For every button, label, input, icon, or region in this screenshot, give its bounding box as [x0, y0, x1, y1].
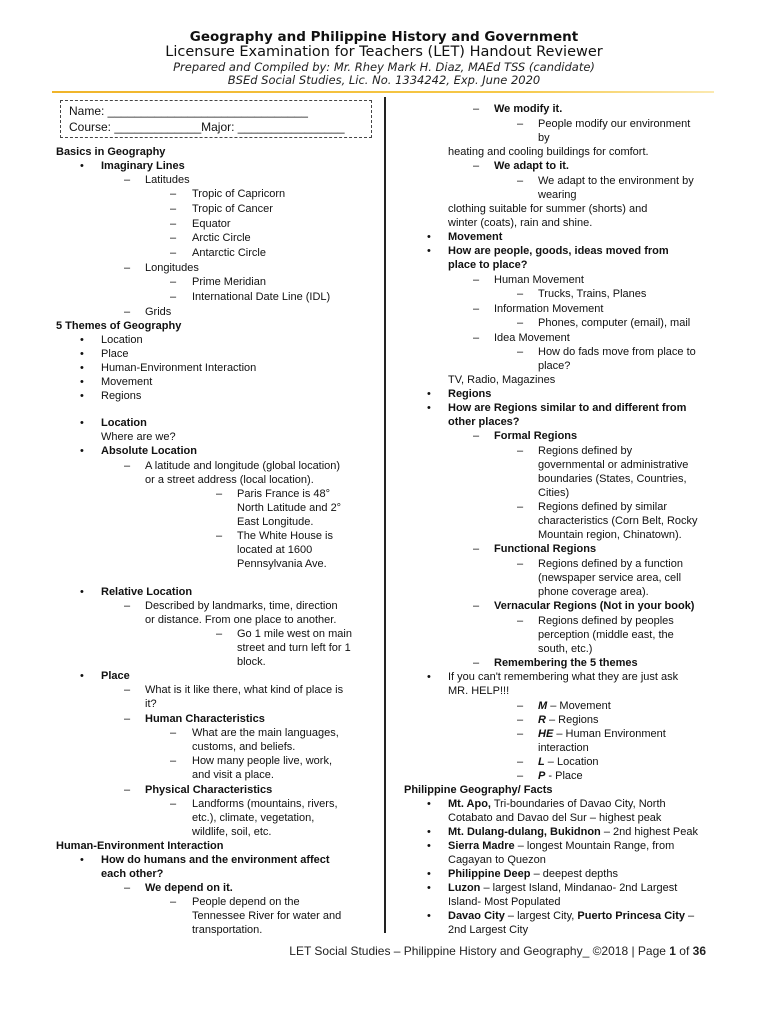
dash-icon: –	[473, 103, 480, 115]
remembering-themes: Remembering the 5 themes	[494, 657, 638, 669]
dash-icon: –	[124, 713, 131, 725]
tv-radio: TV, Radio, Magazines	[448, 374, 556, 386]
pc-3: wildlife, soil, etc.	[192, 826, 272, 838]
dash-icon: –	[517, 615, 524, 627]
we-adapt: We adapt to it.	[494, 160, 569, 172]
compiled-by: Prepared and Compiled by: Mr. Rhey Mark H. Diaz, MAEd TSS (candidate)	[173, 60, 595, 74]
fact-sierra: Sierra Madre – longest Mountain Range, from	[448, 840, 675, 852]
paris-1: Paris France is 48°	[237, 488, 331, 500]
hc-4: and visit a place.	[192, 769, 274, 781]
fact-apo-2: Cotabato and Davao del Sur – highest peak	[448, 812, 662, 824]
regions-heading: Regions	[448, 388, 492, 400]
formal-7: Mountain region, Chinatown).	[538, 529, 682, 541]
formal-2: governmental or administrative	[538, 459, 689, 471]
functional-1: Regions defined by a function	[538, 558, 683, 570]
formal-3: boundaries (States, Countries,	[538, 473, 687, 485]
formal-4: Cities)	[538, 487, 570, 499]
dash-icon: –	[124, 174, 131, 186]
dash-icon: –	[216, 628, 223, 640]
dash-icon: –	[124, 882, 131, 894]
where-are-we: Where are we?	[101, 431, 176, 443]
dash-icon: –	[517, 317, 524, 329]
dash-icon: –	[473, 657, 480, 669]
grids: Grids	[145, 306, 172, 318]
mnemonic-he-2: interaction	[538, 742, 589, 754]
bullet-icon: •	[427, 868, 431, 880]
name-box	[60, 100, 372, 138]
functional-2: (newspaper service area, cell	[538, 572, 682, 584]
modify-2: by	[538, 132, 550, 144]
bullet-icon: •	[427, 840, 431, 852]
license-line: BSEd Social Studies, Lic. No. 1334242, Exp. June 2020	[227, 73, 541, 87]
regions-question-2: other places?	[448, 416, 520, 428]
dash-icon: –	[170, 798, 177, 810]
tropic-capricorn: Tropic of Capricorn	[192, 188, 286, 200]
relative-desc-2: or distance. From one place to another.	[145, 614, 337, 626]
bullet-icon: •	[80, 445, 84, 457]
bullet-icon: •	[80, 362, 84, 374]
bullet-icon: •	[80, 160, 84, 172]
theme-location: Location	[101, 334, 143, 346]
header-rule	[52, 91, 714, 93]
vernacular-2: perception (middle east, the	[538, 629, 674, 641]
regions-question-1: How are Regions similar to and different from	[448, 402, 687, 414]
dash-icon: –	[170, 896, 177, 908]
dash-icon: –	[517, 288, 524, 300]
human-movement: Human Movement	[494, 274, 584, 286]
fads-1: How do fads move from place to	[538, 346, 696, 358]
modify-1: People modify our environment	[538, 118, 691, 130]
dash-icon: –	[473, 600, 480, 612]
theme-place: Place	[101, 348, 129, 360]
remember-1: If you can't remembering what they are just ask	[448, 671, 679, 683]
formal-6: characteristics (Corn Belt, Rocky	[538, 515, 698, 527]
functional-3: phone coverage area).	[538, 586, 649, 598]
bullet-icon: •	[427, 798, 431, 810]
bullet-icon: •	[80, 348, 84, 360]
absolute-desc-1: A latitude and longitude (global location)	[145, 460, 341, 472]
prime-meridian: Prime Meridian	[192, 276, 266, 288]
place-heading: Place	[101, 670, 130, 682]
dash-icon: –	[124, 684, 131, 696]
dash-icon: –	[517, 501, 524, 513]
fact-davao-2: 2nd Largest City	[448, 924, 529, 936]
dash-icon: –	[517, 346, 524, 358]
location-heading: Location	[101, 417, 147, 429]
theme-regions: Regions	[101, 390, 142, 402]
heading-basics: Basics in Geography	[56, 146, 166, 158]
functional-regions: Functional Regions	[494, 543, 597, 555]
fact-deep: Philippine Deep – deepest depths	[448, 868, 618, 880]
human-characteristics: Human Characteristics	[145, 713, 265, 725]
adapt-1: We adapt to the environment by	[538, 175, 694, 187]
dash-icon: –	[170, 291, 177, 303]
dash-icon: –	[517, 118, 524, 130]
longitudes: Longitudes	[145, 262, 199, 274]
bullet-icon: •	[427, 231, 431, 243]
depend-3: transportation.	[192, 924, 263, 936]
trucks: Trucks, Trains, Planes	[538, 288, 647, 300]
mnemonic-m: M – Movement	[538, 700, 611, 712]
bullet-icon: •	[427, 671, 431, 683]
bullet-icon: •	[80, 390, 84, 402]
bullet-icon: •	[80, 417, 84, 429]
bullet-icon: •	[427, 910, 431, 922]
arctic-circle: Arctic Circle	[192, 232, 251, 244]
dash-icon: –	[517, 558, 524, 570]
dash-icon: –	[170, 755, 177, 767]
dash-icon: –	[170, 232, 177, 244]
relative-desc-1: Described by landmarks, time, direction	[145, 600, 338, 612]
dash-icon: –	[124, 784, 131, 796]
phones: Phones, computer (email), mail	[538, 317, 691, 329]
idl: International Date Line (IDL)	[192, 291, 331, 303]
hc-3: How many people live, work,	[192, 755, 333, 767]
document-subtitle: Licensure Examination for Teachers (LET) Handout Reviewer	[165, 44, 603, 60]
bullet-icon: •	[427, 402, 431, 414]
fact-luzon-2: Island- Most Populated	[448, 896, 561, 908]
dash-icon: –	[517, 770, 524, 782]
bullet-icon: •	[80, 586, 84, 598]
absolute-desc-2: or a street address (local location).	[145, 474, 314, 486]
paris-2: North Latitude and 2°	[237, 502, 342, 514]
dash-icon: –	[124, 306, 131, 318]
pc-2: etc.), climate, vegetation,	[192, 812, 315, 824]
white-house-3: Pennsylvania Ave.	[237, 558, 327, 570]
depend-1: People depend on the	[192, 896, 300, 908]
footer-text: LET Social Studies – Philippine History and Geography_ ©2018 | Page	[289, 944, 670, 958]
bullet-icon: •	[80, 854, 84, 866]
fact-dulang: Mt. Dulang-dulang, Bukidnon – 2nd highest Peak	[448, 826, 699, 838]
bullet-icon: •	[427, 388, 431, 400]
page-footer	[289, 944, 706, 958]
go-3: block.	[237, 656, 266, 668]
document-title: Geography and Philippine History and Government	[189, 29, 579, 45]
mnemonic-he: HE – Human Environment	[538, 728, 666, 740]
bullet-icon: •	[427, 826, 431, 838]
we-depend: We depend on it.	[145, 882, 233, 894]
hc-2: customs, and beliefs.	[192, 741, 296, 753]
dash-icon: –	[517, 700, 524, 712]
dash-icon: –	[170, 276, 177, 288]
adapt-2: wearing	[538, 189, 577, 201]
movement-question-2: place to place?	[448, 259, 528, 271]
dash-icon: –	[473, 332, 480, 344]
dash-icon: –	[170, 218, 177, 230]
theme-hei: Human-Environment Interaction	[101, 362, 257, 374]
go-2: street and turn left for 1	[237, 642, 351, 654]
bullet-icon: •	[80, 376, 84, 388]
vernacular-1: Regions defined by peoples	[538, 615, 674, 627]
dash-icon: –	[473, 274, 480, 286]
dash-icon: –	[517, 728, 524, 740]
white-house-2: located at 1600	[237, 544, 313, 556]
dash-icon: –	[517, 756, 524, 768]
dash-icon: –	[517, 714, 524, 726]
place-question-1: What is it like there, what kind of place is	[145, 684, 344, 696]
information-movement: Information Movement	[494, 303, 604, 315]
fact-sierra-2: Cagayan to Quezon	[448, 854, 546, 866]
adapt-4: winter (coats), rain and shine.	[448, 217, 593, 229]
dash-icon: –	[124, 600, 131, 612]
heading-hei: Human-Environment Interaction	[56, 840, 224, 852]
bullet-icon: •	[80, 334, 84, 346]
vernacular-3: south, etc.)	[538, 643, 593, 655]
fact-luzon: Luzon – largest Island, Mindanao- 2nd Largest	[448, 882, 678, 894]
formal-1: Regions defined by	[538, 445, 633, 457]
bullet-icon: •	[427, 245, 431, 257]
relative-location: Relative Location	[101, 586, 193, 598]
mnemonic-r: R – Regions	[538, 714, 599, 726]
heading-ph-geography: Philippine Geography/ Facts	[404, 784, 553, 796]
dash-icon: –	[517, 175, 524, 187]
place-question-2: it?	[145, 698, 157, 710]
dash-icon: –	[473, 543, 480, 555]
mnemonic-l: L – Location	[538, 756, 599, 768]
column-divider	[384, 97, 386, 933]
theme-movement: Movement	[101, 376, 153, 388]
page-total: 36	[692, 944, 706, 958]
dash-icon: –	[170, 203, 177, 215]
idea-movement: Idea Movement	[494, 332, 570, 344]
heading-five-themes: 5 Themes of Geography	[56, 320, 182, 332]
vernacular-regions: Vernacular Regions (Not in your book)	[494, 600, 695, 612]
mnemonic-p: P - Place	[538, 770, 583, 782]
dash-icon: –	[216, 530, 223, 542]
bullet-icon: •	[427, 882, 431, 894]
dash-icon: –	[216, 488, 223, 500]
paris-3: East Longitude.	[237, 516, 314, 528]
physical-characteristics: Physical Characteristics	[145, 784, 273, 796]
antarctic-circle: Antarctic Circle	[192, 247, 266, 259]
dash-icon: –	[170, 727, 177, 739]
dash-icon: –	[517, 445, 524, 457]
tropic-cancer: Tropic of Cancer	[192, 203, 273, 215]
adapt-3: clothing suitable for summer (shorts) and	[448, 203, 648, 215]
latitudes: Latitudes	[145, 174, 190, 186]
dash-icon: –	[473, 160, 480, 172]
formal-5: Regions defined by similar	[538, 501, 668, 513]
movement-heading: Movement	[448, 231, 503, 243]
dash-icon: –	[170, 247, 177, 259]
go-1: Go 1 mile west on main	[237, 628, 352, 640]
imaginary-lines: Imaginary Lines	[101, 160, 185, 172]
formal-regions: Formal Regions	[494, 430, 578, 442]
bullet-icon: •	[80, 670, 84, 682]
fact-davao: Davao City – largest City, Puerto Princesa City –	[448, 910, 695, 922]
depend-2: Tennessee River for water and	[192, 910, 342, 922]
dash-icon: –	[473, 303, 480, 315]
page-number: 1	[669, 944, 676, 958]
fads-2: place?	[538, 360, 571, 372]
fact-apo: Mt. Apo, Tri-boundaries of Davao City, North	[448, 798, 666, 810]
pc-1: Landforms (mountains, rivers,	[192, 798, 338, 810]
we-modify: We modify it.	[494, 103, 563, 115]
hc-1: What are the main languages,	[192, 727, 339, 739]
remember-2: MR. HELP!!!	[448, 685, 510, 697]
document-header	[0, 30, 768, 87]
name-line: Name: ______________________________	[69, 104, 308, 118]
modify-3: heating and cooling buildings for comfort.	[448, 146, 649, 158]
hei-question-1: How do humans and the environment affect	[101, 854, 330, 866]
course-line: Course: _____________Major: ________________	[69, 120, 345, 134]
equator: Equator	[192, 218, 231, 230]
dash-icon: –	[124, 262, 131, 274]
footer-of: of	[675, 944, 693, 958]
dash-icon: –	[170, 188, 177, 200]
dash-icon: –	[124, 460, 131, 472]
absolute-location: Absolute Location	[101, 445, 197, 457]
movement-question-1: How are people, goods, ideas moved from	[448, 245, 669, 257]
dash-icon: –	[473, 430, 480, 442]
hei-question-2: each other?	[101, 868, 164, 880]
white-house-1: The White House is	[237, 530, 333, 542]
